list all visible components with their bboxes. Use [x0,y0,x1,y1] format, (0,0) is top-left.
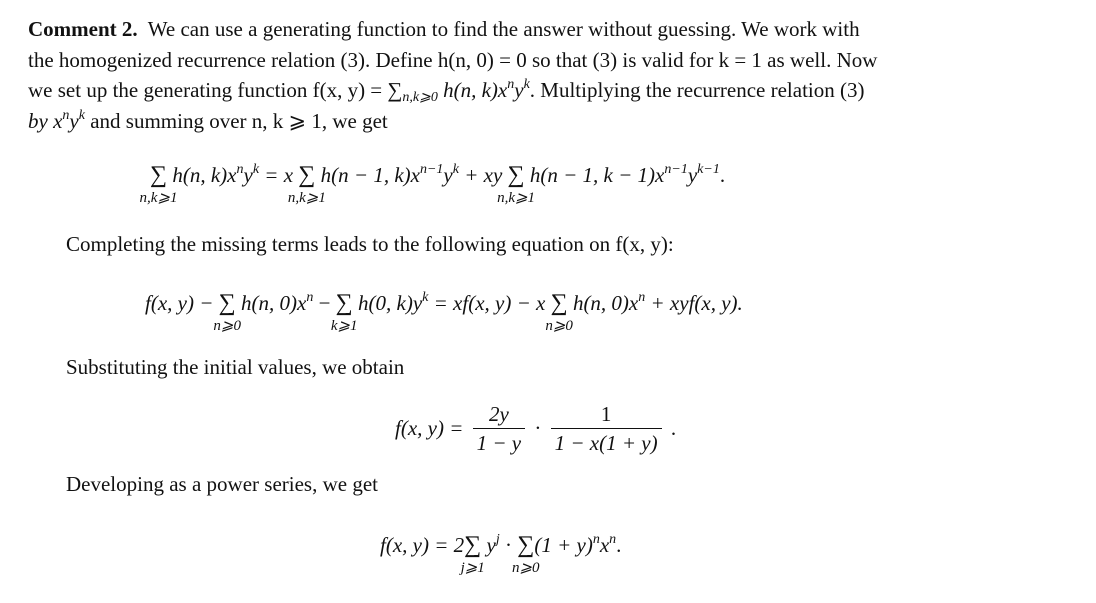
comment-heading: Comment 2. [28,17,138,41]
equation-3 [395,400,676,457]
eq2-f: h(n, 0)x [572,291,639,315]
eq2-b: h(n, 0)x [241,291,307,315]
comment-paragraph [28,14,1072,136]
equation-4: f(x, y) = 2∑ j⩾1 $y^j$ · ∑ n⩾0 $(1 + y)^nx^n$. [380,532,622,576]
eq2-limit-3: n⩾0 [545,318,573,334]
eq2-a: f(x, y) − [145,291,219,315]
frac1-num: 2y [473,400,526,429]
fraction-2 [551,400,662,457]
eq4-lhs: f(x, y) = 2 [380,533,465,557]
fraction-1 [473,400,526,457]
eq2-c: − [313,291,336,315]
eq1-term3: h(n − 1, k − 1)x [529,163,665,187]
paragraph-line-1 [28,14,1072,45]
eq4-limit-2: n⩾0 [511,560,540,576]
paragraph-text-3a: we set up the generating function f(x, y) = [28,78,388,102]
eq3-dot: · [534,416,547,440]
eq2-d: h(0, k)y [358,291,423,315]
paragraph-line-4: by $x^ny^k$ and summing over n, k ⩾ 1, we get [28,107,388,133]
frac2-num: 1 [551,400,662,429]
paragraph-text-4b: and summing over n, k ⩾ 1, we get [84,108,388,133]
sum-limit-3: n,k⩾1 [497,190,536,206]
substituting-line: Substituting the initial values, we obtain [66,355,405,379]
sum-limit-2: n,k⩾1 [287,190,326,206]
equation-2: f(x, y) − ∑ n⩾0 h(n, $0)x^n$ − ∑ k⩾1 h(0, $k)y^k = xf(x$, y) − x ∑ n⩾0 h(n, $0)x^n + xyf(x$, y). [145,290,743,334]
eq3-lhs: f(x, y) = [395,416,469,440]
frac1-den: 1 − y [476,431,522,455]
eq1-term2: h(n − 1, k)x [320,163,420,187]
eq2-limit-2: k⩾1 [330,318,358,334]
eq2-e: = xf(x, y) − x [428,291,551,315]
paragraph-text-1: We can use a generating function to find the answer without guessing. We work with [147,17,860,41]
paragraph-text-4a: by x [28,108,63,133]
equation-1: ∑ n,k⩾1 h(n, $k)x^ny^k = x$ ∑ n,k⩾1 h(n − 1, $k)x^{n-1}y^k$ + xy ∑ n,k⩾1 h(n − 1, $k - 1)x^{n-1}y^{k-1}$. [139,162,726,206]
eq4-dot: · [499,533,518,557]
eq4-limit-1: j⩾1 [460,560,485,576]
sum-limit-1: n,k⩾1 [139,190,178,206]
eq3-end: . [670,416,677,440]
eq4-t1: y [486,533,496,557]
frac2-den: 1 − x(1 + y) [554,431,658,455]
paragraph-line-2: the homogenized recurrence relation (3). Define h(n, 0) = 0 so that (3) is valid for k = 1 as well. Now [28,47,878,72]
eq1-end: . [719,163,726,187]
paragraph-text-3c: . Multiplying the recurrence relation (3) [529,78,865,102]
eq1-lhs: h(n, k)x [172,163,237,187]
eq1-mid2: + xy [458,163,508,187]
paragraph-line-3: we set up the generating function f(x, $y) = \sum_{n,k⩾0}$ h(n, $k)x^ny^k$. Multiplying the recurrence relation (3) [28,77,865,105]
eq2-limit-1: n⩾0 [213,318,241,334]
paragraph-text-3b: h(n, k)x [443,78,508,102]
eq1-mid1: = x [259,163,299,187]
eq4-end: . [616,533,622,557]
completing-line: Completing the missing terms leads to the following equation on f(x, y): [66,232,674,256]
developing-line: Developing as a power series, we get [66,472,378,496]
eq4-t2: (1 + y) [534,533,593,557]
eq2-g: + xyf(x, y). [645,291,743,315]
